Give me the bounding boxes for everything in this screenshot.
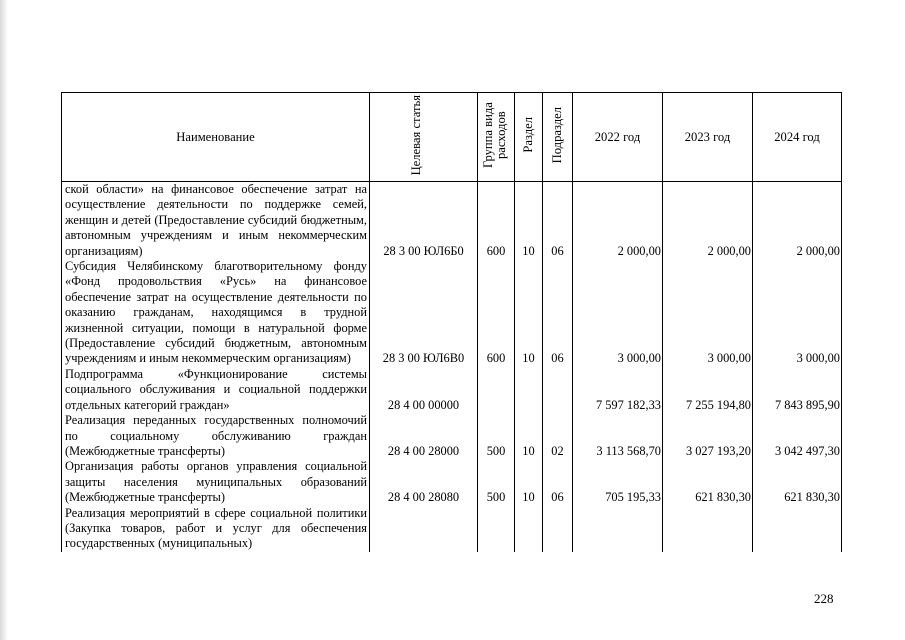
cell-section: 10 [515,182,543,260]
cell-name: Подпрограмма «Функционирование системы социального обслуживания и социальной поддержки отдельных категорий граждан» [62,367,370,413]
cell-subsection: 02 [543,413,573,459]
cell-subsection: 06 [543,182,573,260]
cell-2023: 2 000,00 [663,182,753,260]
cell-2024: 621 830,30 [753,459,842,505]
cell-2024: 3 000,00 [753,259,842,367]
table-row [62,367,842,413]
table-row [62,506,842,552]
cell-section: 10 [515,413,543,459]
cell-name: ской области» на финансовое обеспечение затрат на осуществление деятельности по поддержке семей, женщин и детей (Предоставление субсидий бюджетным, автономным учреждениям и иным некоммерческим организациям) [62,182,370,260]
cell-subsection [543,367,573,413]
cell-name: Субсидия Челябинскому благотворительному фонду «Фонд продовольствия «Русь» на финансовое обеспечение затрат на осуществление деятельности по оказанию гражданам, находящимся в трудной жизненной ситуации, помощи в натуральной форме (Предоставление субсидий бюджетным, автономным учреждениям и иным некоммерческим организациям) [62,259,370,367]
cell-2022: 705 195,33 [573,459,663,505]
cell-name: Реализация мероприятий в сфере социальной политики (Закупка товаров, работ и услуг для обеспечения государственных (муниципальных) [62,506,370,552]
cell-2024: 3 042 497,30 [753,413,842,459]
table-row [62,413,842,459]
cell-group: 500 [478,459,515,505]
budget-table [61,92,842,552]
cell-target: 28 4 00 28080 [370,459,478,505]
header-target-article: Целевая статья [370,93,478,182]
cell-target: 28 4 00 00000 [370,367,478,413]
header-subsection: Подраздел [543,93,573,182]
cell-group: 600 [478,259,515,367]
cell-2022: 2 000,00 [573,182,663,260]
cell-section [515,506,543,552]
cell-subsection: 06 [543,259,573,367]
header-year-2022: 2022 год [573,93,663,182]
cell-2024 [753,506,842,552]
header-year-2024: 2024 год [753,93,842,182]
cell-2023: 3 000,00 [663,259,753,367]
table-row [62,459,842,505]
cell-target: 28 3 00 ЮЛ6Б0 [370,182,478,260]
cell-subsection [543,506,573,552]
cell-group [478,506,515,552]
cell-2023: 7 255 194,80 [663,367,753,413]
header-year-2023: 2023 год [663,93,753,182]
page-number: 228 [814,591,834,606]
cell-name: Организация работы органов управления социальной защиты населения муниципальных образований (Межбюджетные трансферты) [62,459,370,505]
cell-2023: 621 830,30 [663,459,753,505]
table-row [62,182,842,260]
cell-2022: 7 597 182,33 [573,367,663,413]
cell-2022: 3 000,00 [573,259,663,367]
cell-section: 10 [515,459,543,505]
header-section: Раздел [515,93,543,182]
cell-name: Реализация переданных государственных полномочий по социальному обслуживанию граждан (Межбюджетные трансферты) [62,413,370,459]
cell-section [515,367,543,413]
cell-section: 10 [515,259,543,367]
cell-group [478,367,515,413]
cell-2023 [663,506,753,552]
table-header-row [62,93,842,182]
cell-target: 28 3 00 ЮЛ6В0 [370,259,478,367]
cell-group: 600 [478,182,515,260]
scan-edge-shadow [0,0,8,640]
cell-subsection: 06 [543,459,573,505]
cell-2022 [573,506,663,552]
cell-target [370,506,478,552]
cell-group: 500 [478,413,515,459]
cell-2022: 3 113 568,70 [573,413,663,459]
cell-2024: 7 843 895,90 [753,367,842,413]
header-expense-group: Группа вида расходов [478,93,515,182]
header-name: Наименование [62,93,370,182]
cell-target: 28 4 00 28000 [370,413,478,459]
table-row [62,259,842,367]
cell-2023: 3 027 193,20 [663,413,753,459]
cell-2024: 2 000,00 [753,182,842,260]
